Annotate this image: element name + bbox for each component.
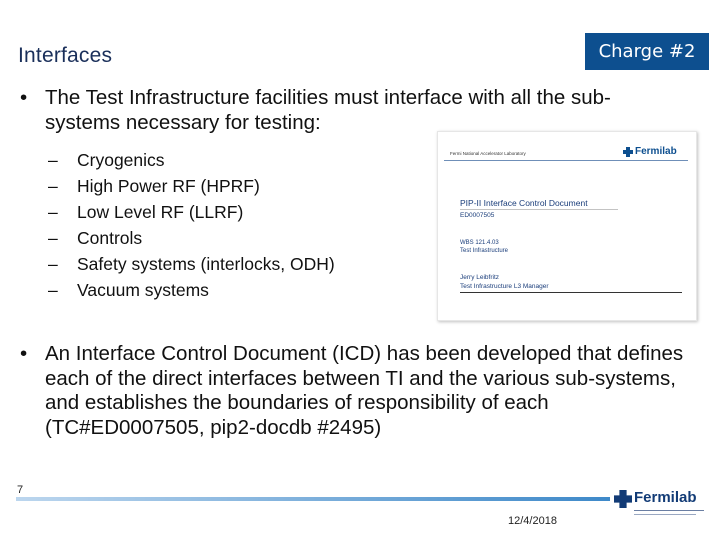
doc-wbs-name: Test Infrastructure bbox=[460, 248, 509, 254]
fermilab-logo-icon bbox=[623, 147, 633, 157]
dash: – bbox=[48, 280, 58, 300]
bullet-dot: • bbox=[20, 86, 28, 109]
doc-title: PIP-II Interface Control Document bbox=[460, 198, 588, 208]
doc-header-caption: Fermi National Accelerator Laboratory bbox=[450, 151, 526, 156]
bullet-text: An Interface Control Document (ICD) has been developed that defines each of the direct interfaces between TI and the various sub-systems, and establishes the boundaries of responsibility of each (TC#ED0007505, pip2-docdb #2495) bbox=[45, 342, 684, 439]
bullet-dot: • bbox=[20, 342, 28, 365]
bullet-text: The Test Infrastructure facilities must interface with all the sub-systems necessary for testing: bbox=[45, 86, 611, 134]
dash: – bbox=[48, 176, 58, 196]
footer-fermilab-logo bbox=[614, 489, 710, 521]
slide-title: Interfaces bbox=[18, 44, 113, 67]
doc-author-role: Test Infrastructure L3 Manager bbox=[460, 283, 549, 290]
fermilab-logo-text: Fermilab bbox=[635, 146, 677, 157]
dash: – bbox=[48, 150, 58, 170]
footer-logo-text: Fermilab bbox=[634, 489, 697, 506]
doc-role-underline bbox=[460, 292, 682, 293]
charge-badge: Charge #2 bbox=[585, 33, 709, 70]
dash: – bbox=[48, 254, 58, 274]
subsystem-label: Low Level RF (LLRF) bbox=[77, 202, 244, 222]
fermilab-logo bbox=[623, 146, 677, 157]
fermilab-logo-icon bbox=[614, 490, 632, 508]
icd-document-thumbnail bbox=[437, 131, 697, 321]
subsystem-label: Vacuum systems bbox=[77, 280, 209, 300]
doc-number: ED0007505 bbox=[460, 212, 495, 219]
logo-tagline-rule bbox=[634, 514, 696, 515]
dash: – bbox=[48, 228, 58, 248]
doc-author: Jerry Leibfritz bbox=[460, 274, 500, 281]
logo-tagline-rule bbox=[634, 510, 704, 511]
doc-wbs: WBS 121.4.03 bbox=[460, 240, 499, 246]
subsystem-label: Cryogenics bbox=[77, 150, 165, 170]
doc-title-underline bbox=[460, 209, 618, 210]
dash: – bbox=[48, 202, 58, 222]
footer-date: 12/4/2018 bbox=[508, 515, 557, 527]
page-number: 7 bbox=[17, 484, 24, 496]
subsystem-label: Controls bbox=[77, 228, 143, 248]
subsystem-label: High Power RF (HPRF) bbox=[77, 176, 260, 196]
subsystem-label: Safety systems (interlocks, ODH) bbox=[77, 254, 335, 274]
footer-divider bbox=[16, 497, 610, 501]
